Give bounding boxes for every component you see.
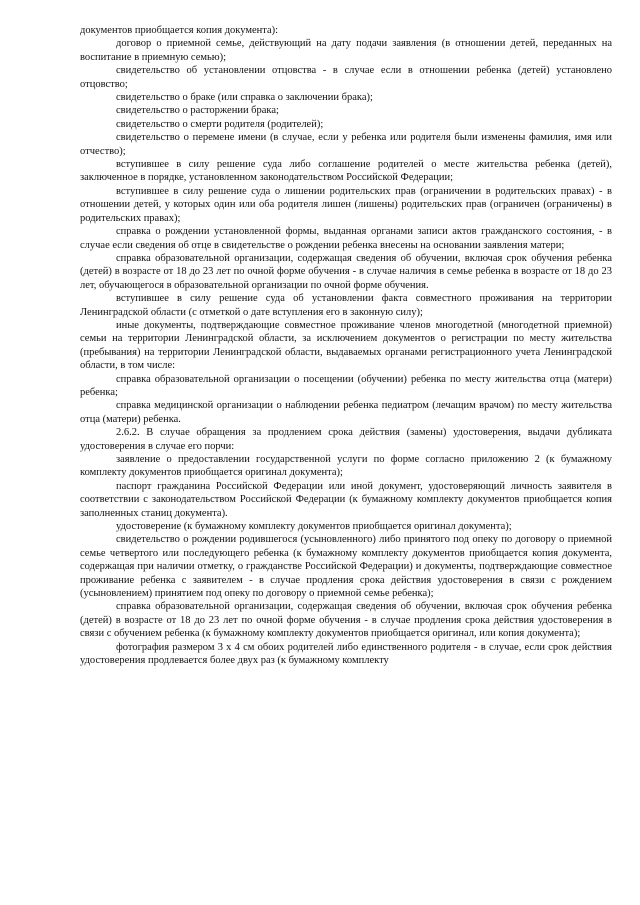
paragraph-15: справка медицинской организации о наблюдении ребенка педиатром (лечащим врачом) по месту жительства отца (матери) ребенка.	[80, 400, 612, 425]
paragraph-12: вступившее в силу решение суда об установлении факта совместного проживания на территории Ленинградской области (с отметкой о дате вступления его в законную силу);	[80, 293, 612, 318]
paragraph-14: справка образовательной организации о посещении (обучении) ребенка по месту жительства отца (матери) ребенка;	[80, 373, 612, 398]
paragraph-6: свидетельство о смерти родителя (родителей);	[116, 118, 324, 130]
paragraph-1: документов приобщается копия документа):	[80, 25, 279, 36]
paragraph-3: свидетельство об установлении отцовства - в случае если в отношении ребенка (детей) установлено отцовство;	[80, 65, 612, 90]
paragraph-20: свидетельство о рождении родившегося (усыновленного) либо принятого под опеку по договору о приемной семье четвертого или последующего ребенка (к бумажному комплекту документов приобщается копия документа, содержащая при наличии отметку, о гражданстве Российской Федерации) и документы, подтверждающие совместное проживание ребенка с заявителем - в случае продления срока действия удостоверения в связи с рождением (усыновлением) принятием под опеку по договору о приемной семье ребенка);	[80, 534, 612, 600]
paragraph-21: справка образовательной организации, содержащая сведения об обучении, включая срок обучения ребенка (детей) в возрасте от 18 до 23 лет по очной форме обучения - в случае продления срока действия удостоверения в связи с обучением ребенка (к бумажному комплекту документов приобщается оригинал, или копия документа);	[80, 601, 612, 640]
section-heading-2-6-2: 2.6.2. В случае обращения за продлением срока действия (замены) удостоверения, выдачи дубликата удостоверения в случае его порчи:	[80, 427, 612, 452]
paragraph-5: свидетельство о расторжении брака;	[116, 105, 279, 117]
document-page	[80, 24, 612, 668]
paragraph-2: договор о приемной семье, действующий на дату подачи заявления (в отношении детей, переданных на воспитание в приемную семью);	[80, 38, 612, 63]
paragraph-22: фотография размером 3 х 4 см обоих родителей либо единственного родителя - в случае, если срок действия удостоверения продлевается более двух раз (к бумажному комплекту	[80, 641, 612, 667]
paragraph-18: паспорт гражданина Российской Федерации или иной документ, удостоверяющий личность заявителя в соответствии с законодательством Российской Федерации (к бумажному комплекту документов приобщается копия заполненных станиц документа).	[80, 480, 612, 519]
paragraph-4: свидетельство о браке (или справка о заключении брака);	[116, 92, 373, 104]
paragraph-17: заявление о предоставлении государственной услуги по форме согласно приложению 2 (к бумажному комплекту документов приобщается оригинал документа);	[80, 454, 612, 479]
paragraph-7: свидетельство о перемене имени (в случае, если у ребенка или родителя были изменены фамилия, имя или отчество);	[80, 132, 612, 157]
paragraph-9: вступившее в силу решение суда о лишении родительских прав (ограничении в родительских правах) - в отношении детей, у которых один или оба родителя лишен (лишены) родительских прав (ограничен (ограничены) в родительских правах);	[80, 185, 612, 224]
paragraph-11: справка образовательной организации, содержащая сведения об обучении, включая срок обучения ребенка (детей) в возрасте от 18 до 23 лет по очной форме обучения - в случае наличия в семье ребенка в возрасте от 18 до 23 лет, обучающегося в образовательной организации по очной форме обучения.	[80, 252, 612, 291]
paragraph-19: удостоверение (к бумажному комплекту документов приобщается оригинал документа);	[116, 521, 512, 533]
paragraph-10: справка о рождении установленной формы, выданная органами записи актов гражданского состояния, - в случае если сведения об отце в свидетельстве о рождении ребенка внесены на основании заявления матери;	[80, 226, 612, 251]
paragraph-13: иные документы, подтверждающие совместное проживание членов многодетной (многодетной приемной) семьи на территории Ленинградской области, за исключением документов о регистрации по месту жительства (пребывания) на территории Ленинградской области, выдаваемых органами регистрационного учета Ленинградской области, в том числе:	[80, 319, 612, 372]
paragraph-8: вступившее в силу решение суда либо соглашение родителей о месте жительства ребенка (детей), заключенное в порядке, установленном законодательством Российской Федерации;	[80, 159, 612, 184]
